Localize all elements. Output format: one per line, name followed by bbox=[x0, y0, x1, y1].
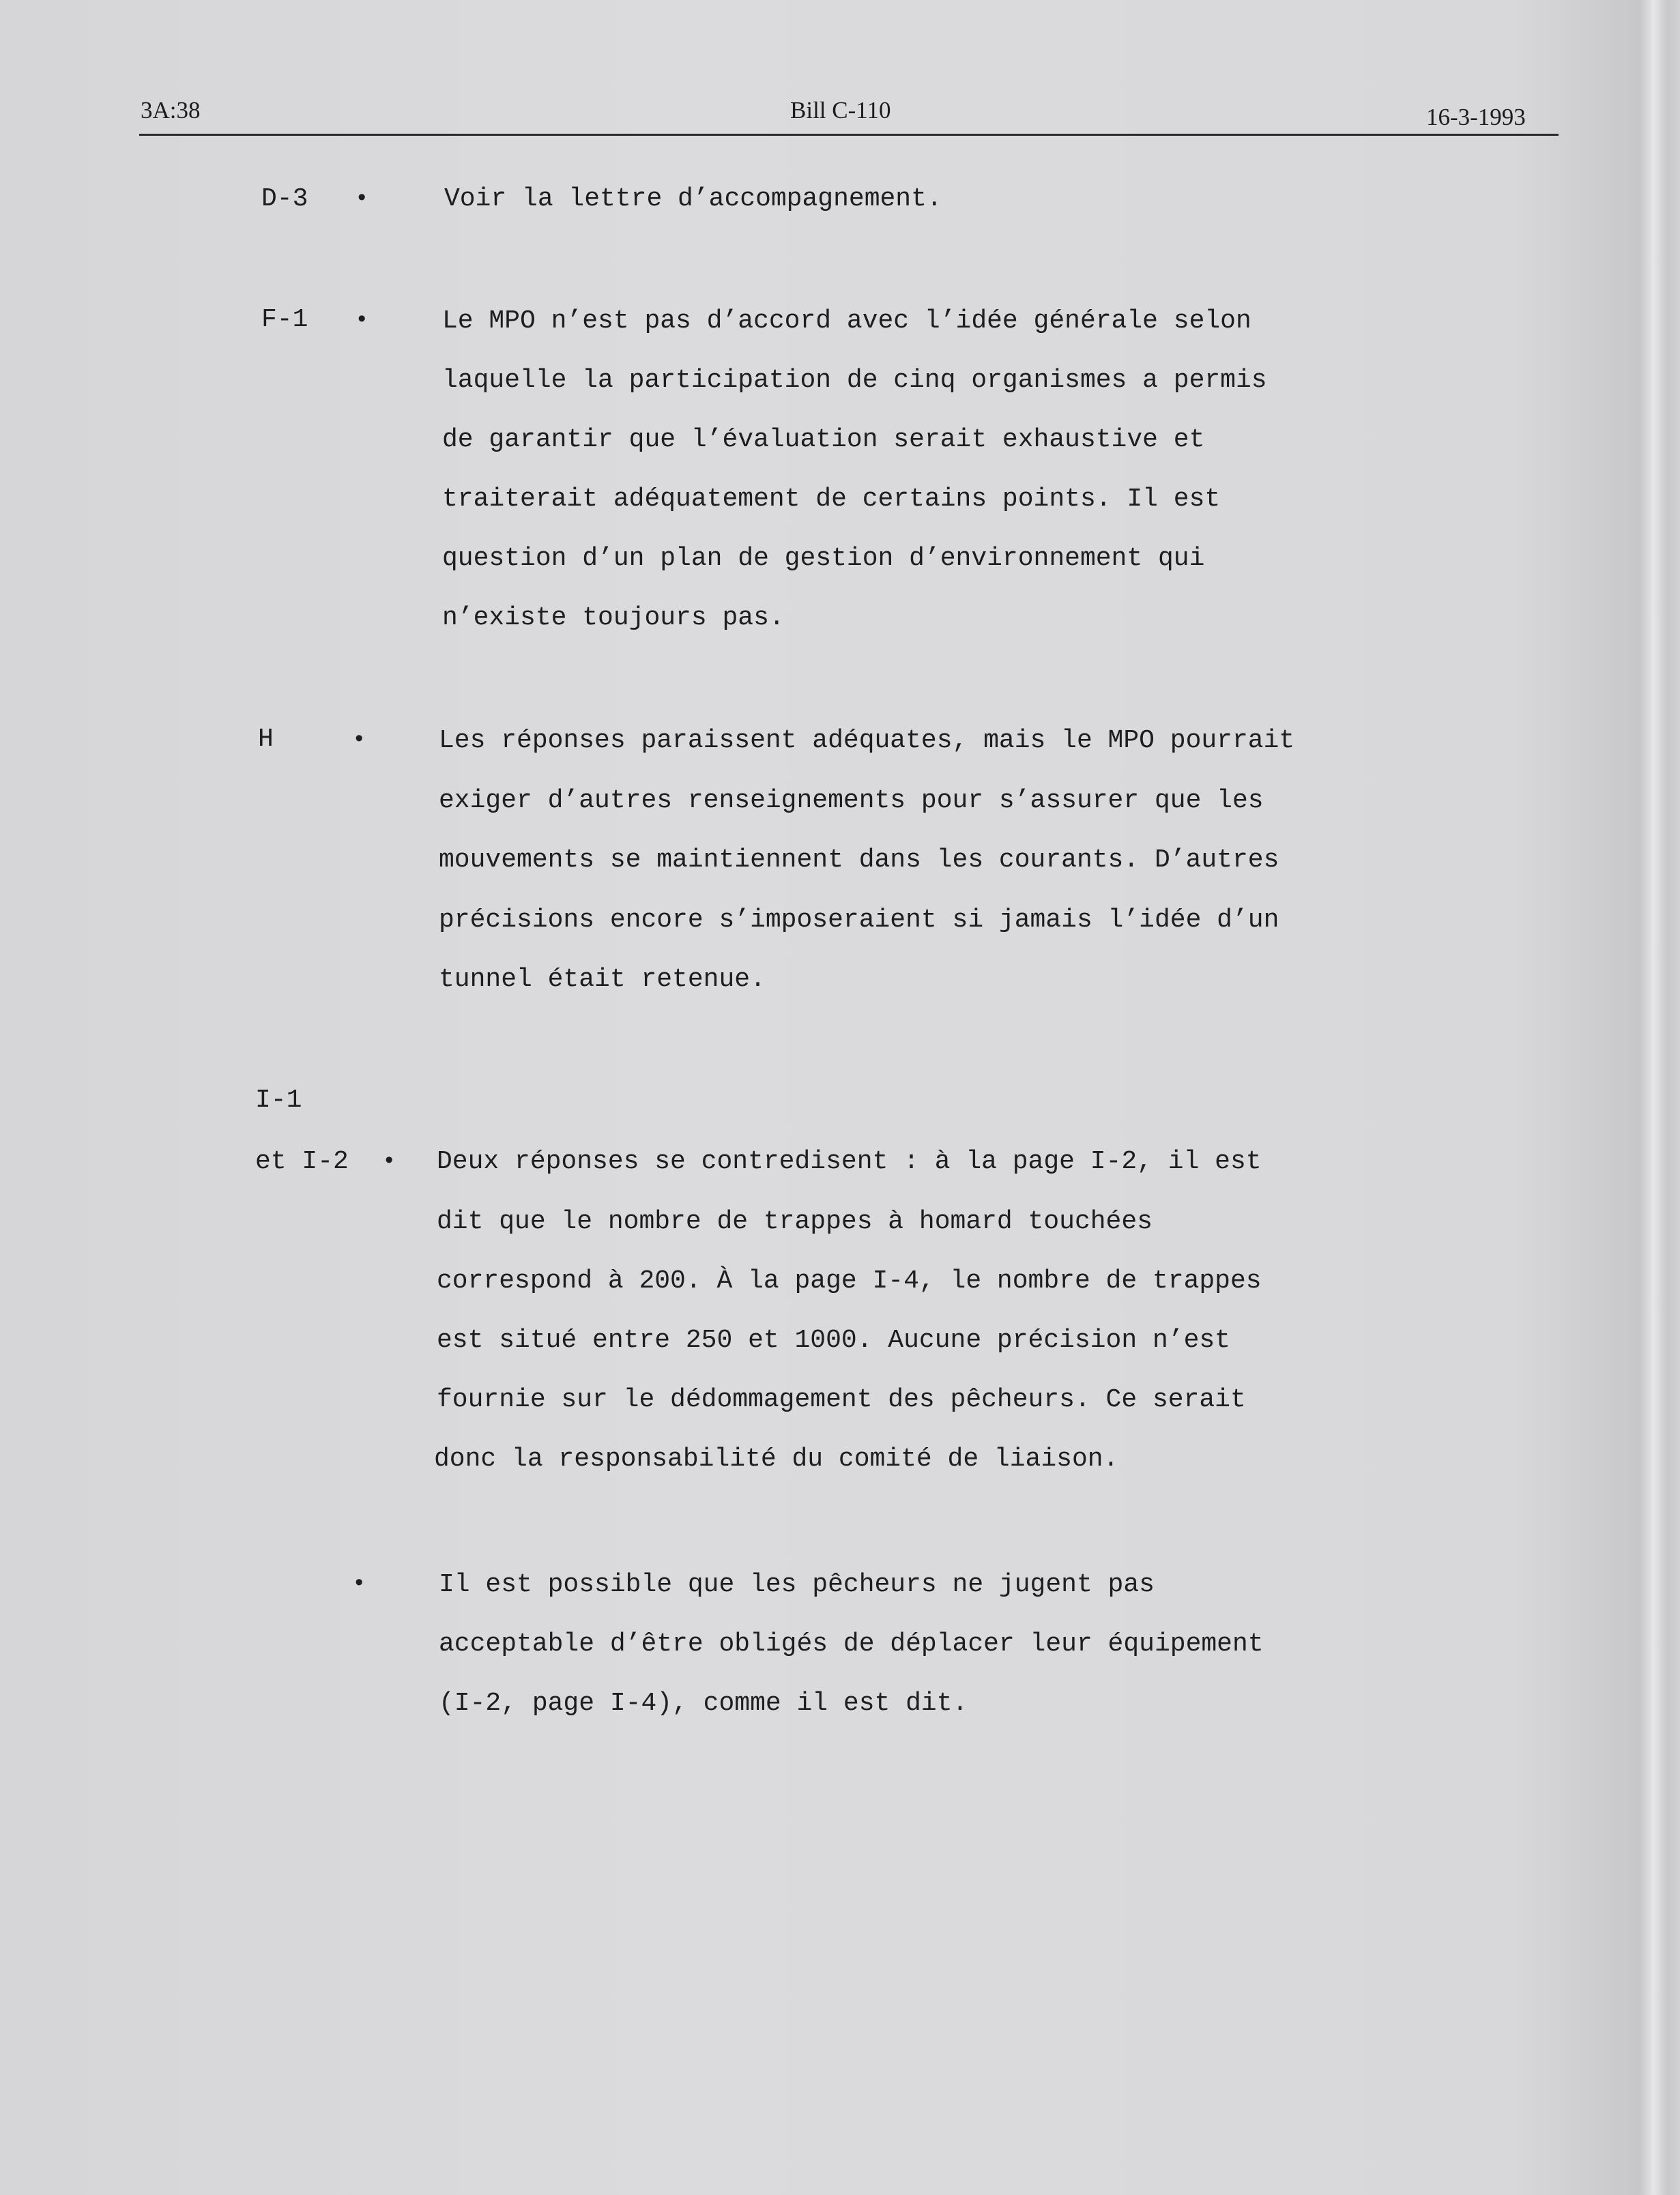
item-d3-line-1: Voir la lettre d’accompagnement. bbox=[444, 184, 942, 214]
item-bullet-f1: • bbox=[355, 308, 369, 334]
page-edge-shadow bbox=[1639, 0, 1680, 2195]
item-label-h: H bbox=[258, 725, 274, 754]
item-bullet-h: • bbox=[352, 727, 366, 753]
header-date: 16-3-1993 bbox=[1426, 104, 1526, 130]
item-h-line-5: tunnel était retenue. bbox=[439, 965, 766, 994]
item-h-line-4: précisions encore s’imposeraient si jamais l’idée d’un bbox=[439, 905, 1279, 935]
item-i-line-6: donc la responsabilité du comité de liaison. bbox=[434, 1444, 1119, 1474]
item-f1-line-3: de garantir que l’évaluation serait exhaustive et bbox=[442, 425, 1205, 454]
item-i-line-1: Deux réponses se contredisent : à la page I-2, il est bbox=[437, 1147, 1262, 1176]
bill-title: Bill C-110 bbox=[790, 97, 891, 123]
item-f1-line-2: laquelle la participation de cinq organismes a permis bbox=[442, 366, 1267, 395]
item-label-f1: F-1 bbox=[261, 305, 308, 334]
item-label-i1: I-1 bbox=[255, 1086, 302, 1115]
item-f1-line-4: traiterait adéquatement de certains points. Il est bbox=[442, 484, 1221, 514]
item-extra-line-2: acceptable d’être obligés de déplacer leur équipement bbox=[439, 1629, 1264, 1659]
item-i-line-2: dit que le nombre de trappes à homard touchées bbox=[437, 1207, 1153, 1236]
item-f1-line-1: Le MPO n’est pas d’accord avec l’idée générale selon bbox=[442, 306, 1251, 336]
item-i-line-3: correspond à 200. À la page I-4, le nombre de trappes bbox=[437, 1266, 1262, 1296]
page-reference: 3A:38 bbox=[141, 97, 201, 123]
item-label-i2: et I-2 bbox=[255, 1147, 349, 1176]
item-h-line-1: Les réponses paraissent adéquates, mais le MPO pourrait bbox=[439, 726, 1295, 755]
item-i-line-4: est situé entre 250 et 1000. Aucune précision n’est bbox=[437, 1326, 1230, 1355]
item-label-d3: D-3 bbox=[261, 184, 308, 214]
item-h-line-3: mouvements se maintiennent dans les courants. D’autres bbox=[439, 845, 1279, 875]
item-f1-line-6: n’existe toujours pas. bbox=[442, 603, 785, 633]
item-bullet-i: • bbox=[382, 1149, 396, 1175]
item-bullet-extra: • bbox=[352, 1571, 366, 1597]
item-extra-line-3: (I-2, page I-4), comme il est dit. bbox=[439, 1689, 968, 1718]
item-extra-line-1: Il est possible que les pêcheurs ne jugent pas bbox=[439, 1570, 1155, 1599]
item-bullet-d3: • bbox=[355, 186, 369, 212]
item-h-line-2: exiger d’autres renseignements pour s’assurer que les bbox=[439, 786, 1264, 815]
header-rule bbox=[139, 134, 1559, 136]
item-f1-line-5: question d’un plan de gestion d’environnement qui bbox=[442, 544, 1205, 573]
item-i-line-5: fournie sur le dédommagement des pêcheurs. Ce serait bbox=[437, 1385, 1246, 1414]
